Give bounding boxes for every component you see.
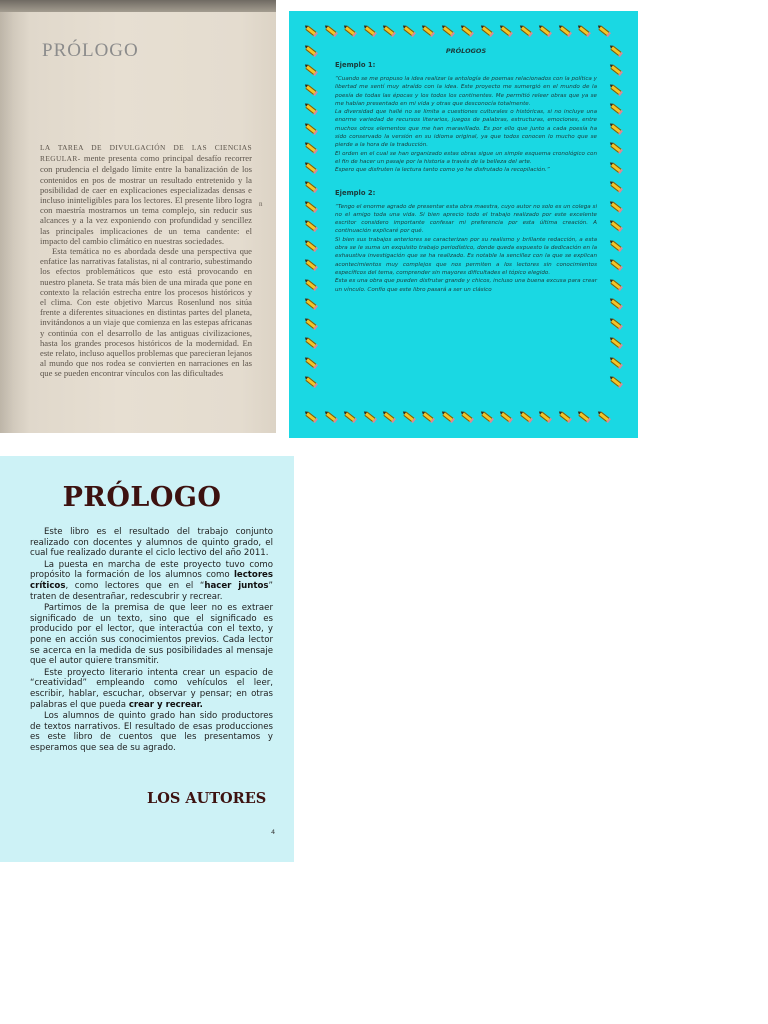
paragraph-text: Los alumnos de quinto grado han sido productores de textos narrativos. El resultado de esas producciones es este libro de cuentos que les presentamos y esperamos que sea de su agrado. [30,711,273,753]
book-paragraph-lead: LA TAREA DE DIVULGACIÓN DE LAS CIENCIAS REGULAR- [40,143,252,164]
book-paragraph-text: mente presenta como principal desafío recorrer con prudencia el delgado límite entre la banalización de los contenidos en pos de mostrar un resultado entretenido y la posibilidad de caer en explicaciones especializadas densas e incluso ininteligibles para los lectores. El presente libro logra con maestría mostrarnos un tema complejo, sin reducir sus alcances y a la vez exponiendo con profundidad y sencillez las principales implicaciones de un tema candente: el impacto del cambio climático en nuestras sociedades. [40,153,252,246]
pencil-icon [303,316,318,329]
book-paragraph-text: Esta temática no es abordada desde una perspectiva que enfatice las narrativas fatalistas, ni al contrario, subestimando los efectos problemáticos que esto está provocando en nuestro planeta. Se trata más bien de una mirada que pone en contexto la relación estrecha entre los procesos históricos y el clima. Con este objetivo Marcus Rosenlund nos sitúa frente a diferentes situaciones en distintas partes del planeta, invitándonos a un viaje que comienza en las estepas africanas y continúa con el desarrollo de las antiguas civilizaciones, hasta los grandes procesos históricos de la modernidad. En este relato, incluso aquellos problemas que parecieran lejanos al mundo que nos rodea se convierten en narraciones en las que se pueden encontrar vínculos con las dificultades [40,246,252,379]
pencil-icon [479,24,494,37]
pencil-icon [303,375,318,388]
prologue-signature: LOS AUTORES [147,790,267,807]
paragraph-text: , como lectores que en el “ [65,580,205,591]
pencil-icon [608,43,623,56]
pencil-icon [576,24,591,37]
pencil-icon [440,410,455,423]
example-paragraph: El orden en el cual se han organizado estas obras sigue un simple esquema cronológico con el fin de hacer un pasaje por la historia a través de la belleza del arte. [335,150,597,165]
pencil-icon [401,410,416,423]
prologue-paragraph [30,527,273,559]
pencil-icon [518,410,533,423]
examples-title: PRÓLOGOS [445,47,487,55]
pencil-icon [381,24,396,37]
pencil-icon [608,258,623,271]
page-number: 4 [271,828,276,836]
pencil-icon [303,199,318,212]
pencil-icon [420,410,435,423]
pencil-icon [362,24,377,37]
pencil-icon [596,410,611,423]
pencil-icon [608,102,623,115]
example-paragraph: “Cuando se me propuso la idea realizar la antología de poemas relacionados con la política y libertad me sentí muy atraído con la idea. Este proyecto me sumergió en el mundo de la poesía de todas las épocas y los todos los continentes. Me permitió releer obras que ya se me habían presentado en mi vida y otras que desconocía totalmente. [335,76,597,107]
emphasis-text: crear y recrear. [128,699,203,710]
example-paragraph: La diversidad que hallé no se limita a cuestiones culturales o históricas, si no incluye una enorme variedad de recursos literarios, juegos de palabras, estructuras, emociones, entre muchos otros elementos que me han maravillado. Es por ello que junto a cada poesía ha sido conservado la versión en su idioma original, ya que todos conocen lo mucho que se pierde a la hora de la traducción. [335,109,597,149]
pencil-icon [608,63,623,76]
pencil-icon [608,336,623,349]
pencil-icon [479,410,494,423]
pencil-icon [303,141,318,154]
emphasis-text: lectores críticos [30,570,273,591]
pencil-icon [303,238,318,251]
pencil-icon [459,24,474,37]
pencil-icon [303,297,318,310]
pencil-icon [608,355,623,368]
book-margin-mark: n [259,200,263,208]
pencil-icon [459,410,474,423]
pencil-icon [362,410,377,423]
pencil-icon [303,258,318,271]
prologue-title: PRÓLOGO [62,482,222,513]
pencil-icon [608,219,623,232]
page-edge-shadow [0,0,276,12]
paragraph-text: Este proyecto literario intenta crear un espacio de “creatividad” empleando como vehículos el leer, escribir, hablar, escuchar, observar y pensar; en otras palabras el que pueda [30,667,273,710]
pencil-icon [303,102,318,115]
book-page-title: PRÓLOGO [42,40,139,61]
pencil-icon [608,199,623,212]
book-page-body [40,142,252,379]
pencil-icon [303,277,318,290]
pencil-icon [608,180,623,193]
pencil-icon [401,24,416,37]
book-page-photo [0,0,276,433]
pencil-icon [440,24,455,37]
pencil-icon [381,410,396,423]
pencil-icon [303,24,318,37]
pencil-icon [518,24,533,37]
pencil-icon [608,316,623,329]
pencil-icon [303,63,318,76]
pencil-icon [323,410,338,423]
paragraph-text: Este libro es el resultado del trabajo conjunto realizado con docentes y alumnos de quinto grado, el cual fue realizado durante el ciclo lectivo del año 2011. [30,527,273,559]
pencil-icon [342,410,357,423]
prologue-paragraph [30,668,273,710]
pencil-icon [303,410,318,423]
emphasis-text: hacer juntos [204,580,269,591]
examples-content [335,47,597,294]
example-1 [335,61,597,175]
example-paragraph: “Tengo el enorme agrado de presentar esta obra maestra, cuyo autor no solo es un colega si no el amigo toda una vida. Si bien aprecio todo el trabajo realizado por este excelente escritor considero importante confesar mi preferencia por esta última creación. A continuación explicaré por qué. [335,203,597,235]
book-paragraph-1 [40,142,252,246]
pencil-icon [342,24,357,37]
pencil-icon [557,24,572,37]
pencil-icon [303,121,318,134]
paragraph-text: La puesta en marcha de este proyecto tuvo como propósito la formación de los alumnos como [30,559,273,581]
pencil-icon [323,24,338,37]
prologue-body [30,527,273,754]
pencil-icon [596,24,611,37]
example-1-text [335,75,597,175]
pencil-icon [557,410,572,423]
example-1-heading: Ejemplo 1: [335,61,376,69]
example-2 [335,189,597,294]
pencil-icon [608,82,623,95]
pencil-icon [537,410,552,423]
pencil-icon [498,410,513,423]
prologue-paragraph [30,603,273,667]
pencil-icon [303,43,318,56]
example-paragraph: Si bien sus trabajos anteriores se caracterizan por su realismo y brillante redacción, a esta obra se le suma un exquisito trabajo periodístico, donde queda expuesto la dedicación en la exhaustiva investigación que se ha realizado. Es notable la sencillez con la que se explican acontecimientos muy complejos que nos permiten a los lectores sin conocimientos específicos del tema, comprender sin mayores dificultades el tópico elegido. [335,236,597,276]
pencil-icon [303,160,318,173]
pencil-icon [608,277,623,290]
prologue-paragraph [30,711,273,753]
paragraph-text: Partimos de la premisa de que leer no es extraer significado de un texto, sino que el significado es producido por el lector, que interactúa con el texto, y pone en acción sus conocimientos previos. Cada lector se acerca en la medida de sus posibilidades al mensaje que el autor quiere transmitir. [30,603,273,667]
example-paragraph: Esta es una obra que pueden disfrutar grande y chicos, incluso una buena excusa para crear un vínculo. Confío que este libro pasará a ser un clásico [335,278,597,293]
pencil-icon [608,297,623,310]
pencil-icon [608,375,623,388]
pencil-icon [303,180,318,193]
example-2-heading: Ejemplo 2: [335,188,376,197]
example-paragraph: Espero que disfruten la lectura tanto como yo he disfrutado la recopilación.” [335,167,550,174]
pencil-icon [303,336,318,349]
pencil-icon [537,24,552,37]
pencil-icon [608,238,623,251]
prologue-page [0,456,294,862]
pencil-icon [608,160,623,173]
book-paragraph-2 [40,246,252,379]
example-2-text [335,203,597,294]
pencil-icon [608,121,623,134]
pencil-icon [608,141,623,154]
pencil-icon [420,24,435,37]
pencil-icon [303,355,318,368]
prologue-examples-page [289,11,638,438]
pencil-icon [498,24,513,37]
pencil-icon [303,82,318,95]
paragraph-text: ” traten de desentrañar, redescubrir y recrear. [30,580,273,602]
pencil-icon [576,410,591,423]
prologue-paragraph [30,560,273,602]
pencil-icon [303,219,318,232]
